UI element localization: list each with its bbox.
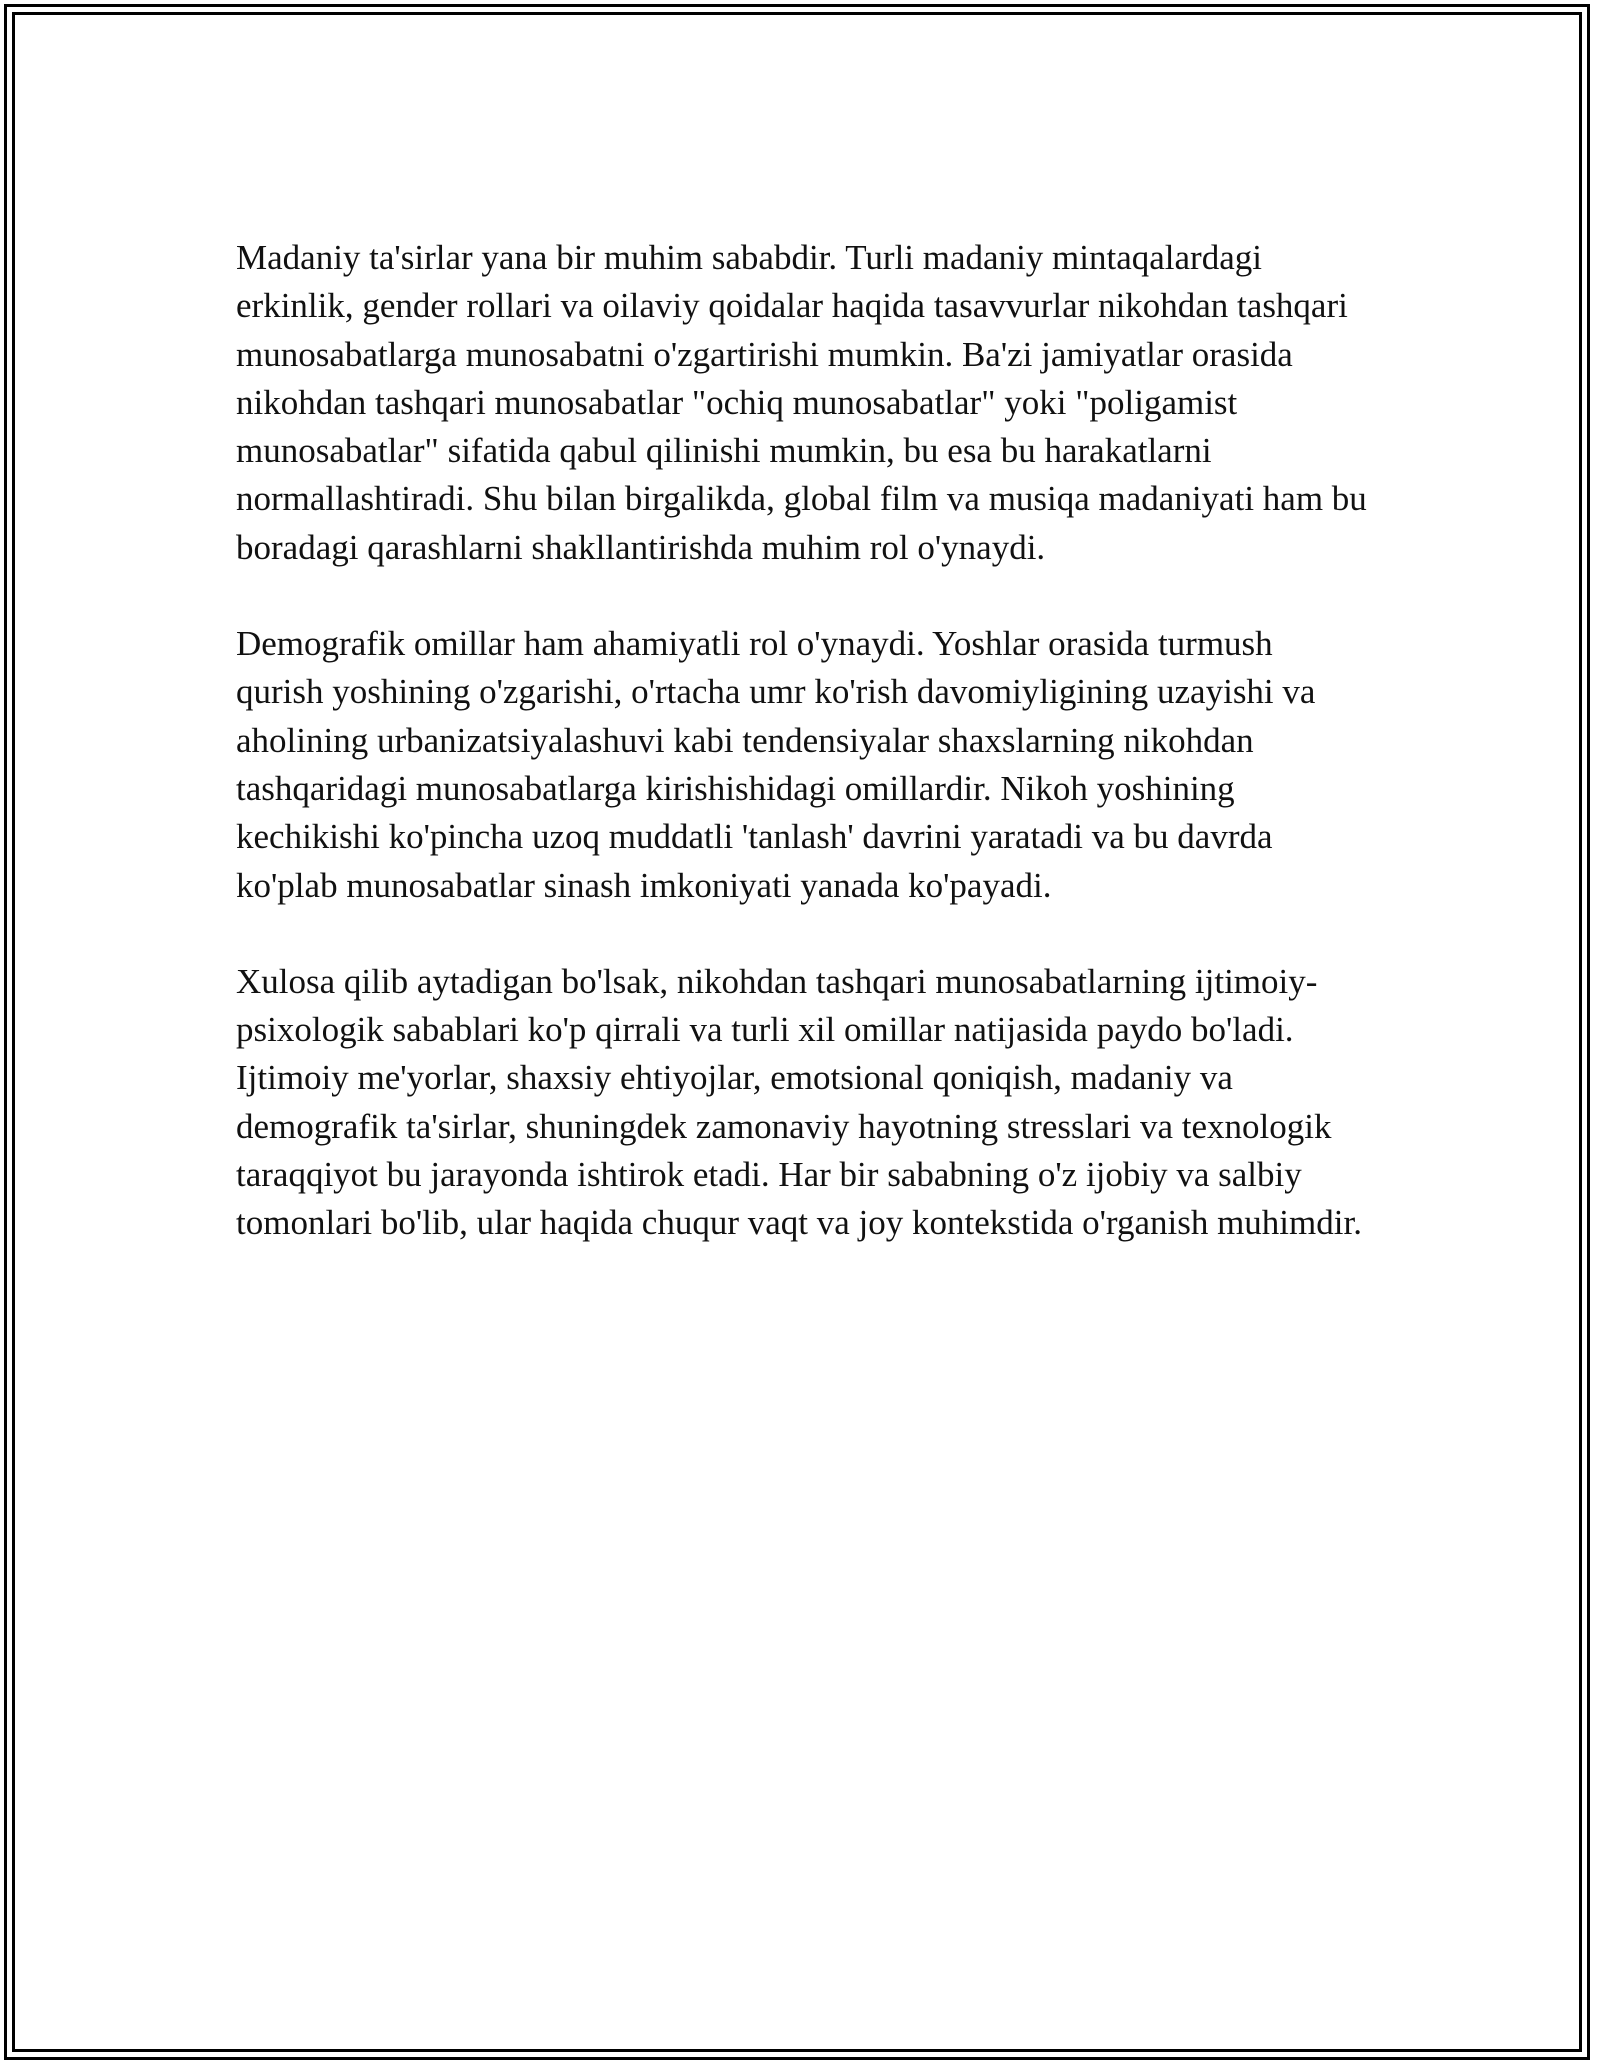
document-body	[236, 234, 1368, 1296]
paragraph-demographic-factors: Demografik omillar ham ahamiyatli rol o'ynaydi. Yoshlar orasida turmush qurish yoshining o'zgarishi, o'rtacha umr ko'rish davomiyligining uzayishi va aholining urbanizatsiyalashuvi kabi tendensiyalar shaxslarning nikohdan tashqaridagi munosabatlarga kirishishidagi omillardir. Nikoh yoshining kechikishi ko'pincha uzoq muddatli 'tanlash' davrini yaratadi va bu davrda ko'plab munosabatlar sinash imkoniyati yanada ko'payadi.	[236, 624, 1316, 905]
paragraph-conclusion: Xulosa qilib aytadigan bo'lsak, nikohdan tashqari munosabatlarning ijtimoiy-psixologik sabablari ko'p qirrali va turli xil omillar natijasida paydo bo'ladi. Ijtimoiy me'yorlar, shaxsiy ehtiyojlar, emotsional qoniqish, madaniy va demografik ta'sirlar, shuningdek zamonaviy hayotning stresslari va texnologik taraqqiyot bu jarayonda ishtirok etadi. Har bir sababning o'z ijobiy va salbiy tomonlari bo'lib, ular haqida chuqur vaqt va joy kontekstida o'rganish muhimdir.	[236, 961, 1362, 1243]
paragraph-cultural-influences: Madaniy ta'sirlar yana bir muhim sababdir. Turli madaniy mintaqalardagi erkinlik, gender rollari va oilaviy qoidalar haqida tasavvurlar nikohdan tashqari munosabatlarga munosabatni o'zgartirishi mumkin. Ba'zi jamiyatlar orasida nikohdan tashqari munosabatlar "ochiq munosabatlar" yoki "poligamist munosabatlar" sifatida qabul qilinishi mumkin, bu esa bu harakatlarni normallashtiradi. Shu bilan birgalikda, global film va musiqa madaniyati ham bu boradagi qarashlarni shakllantirishda muhim rol o'ynaydi.	[236, 238, 1367, 567]
